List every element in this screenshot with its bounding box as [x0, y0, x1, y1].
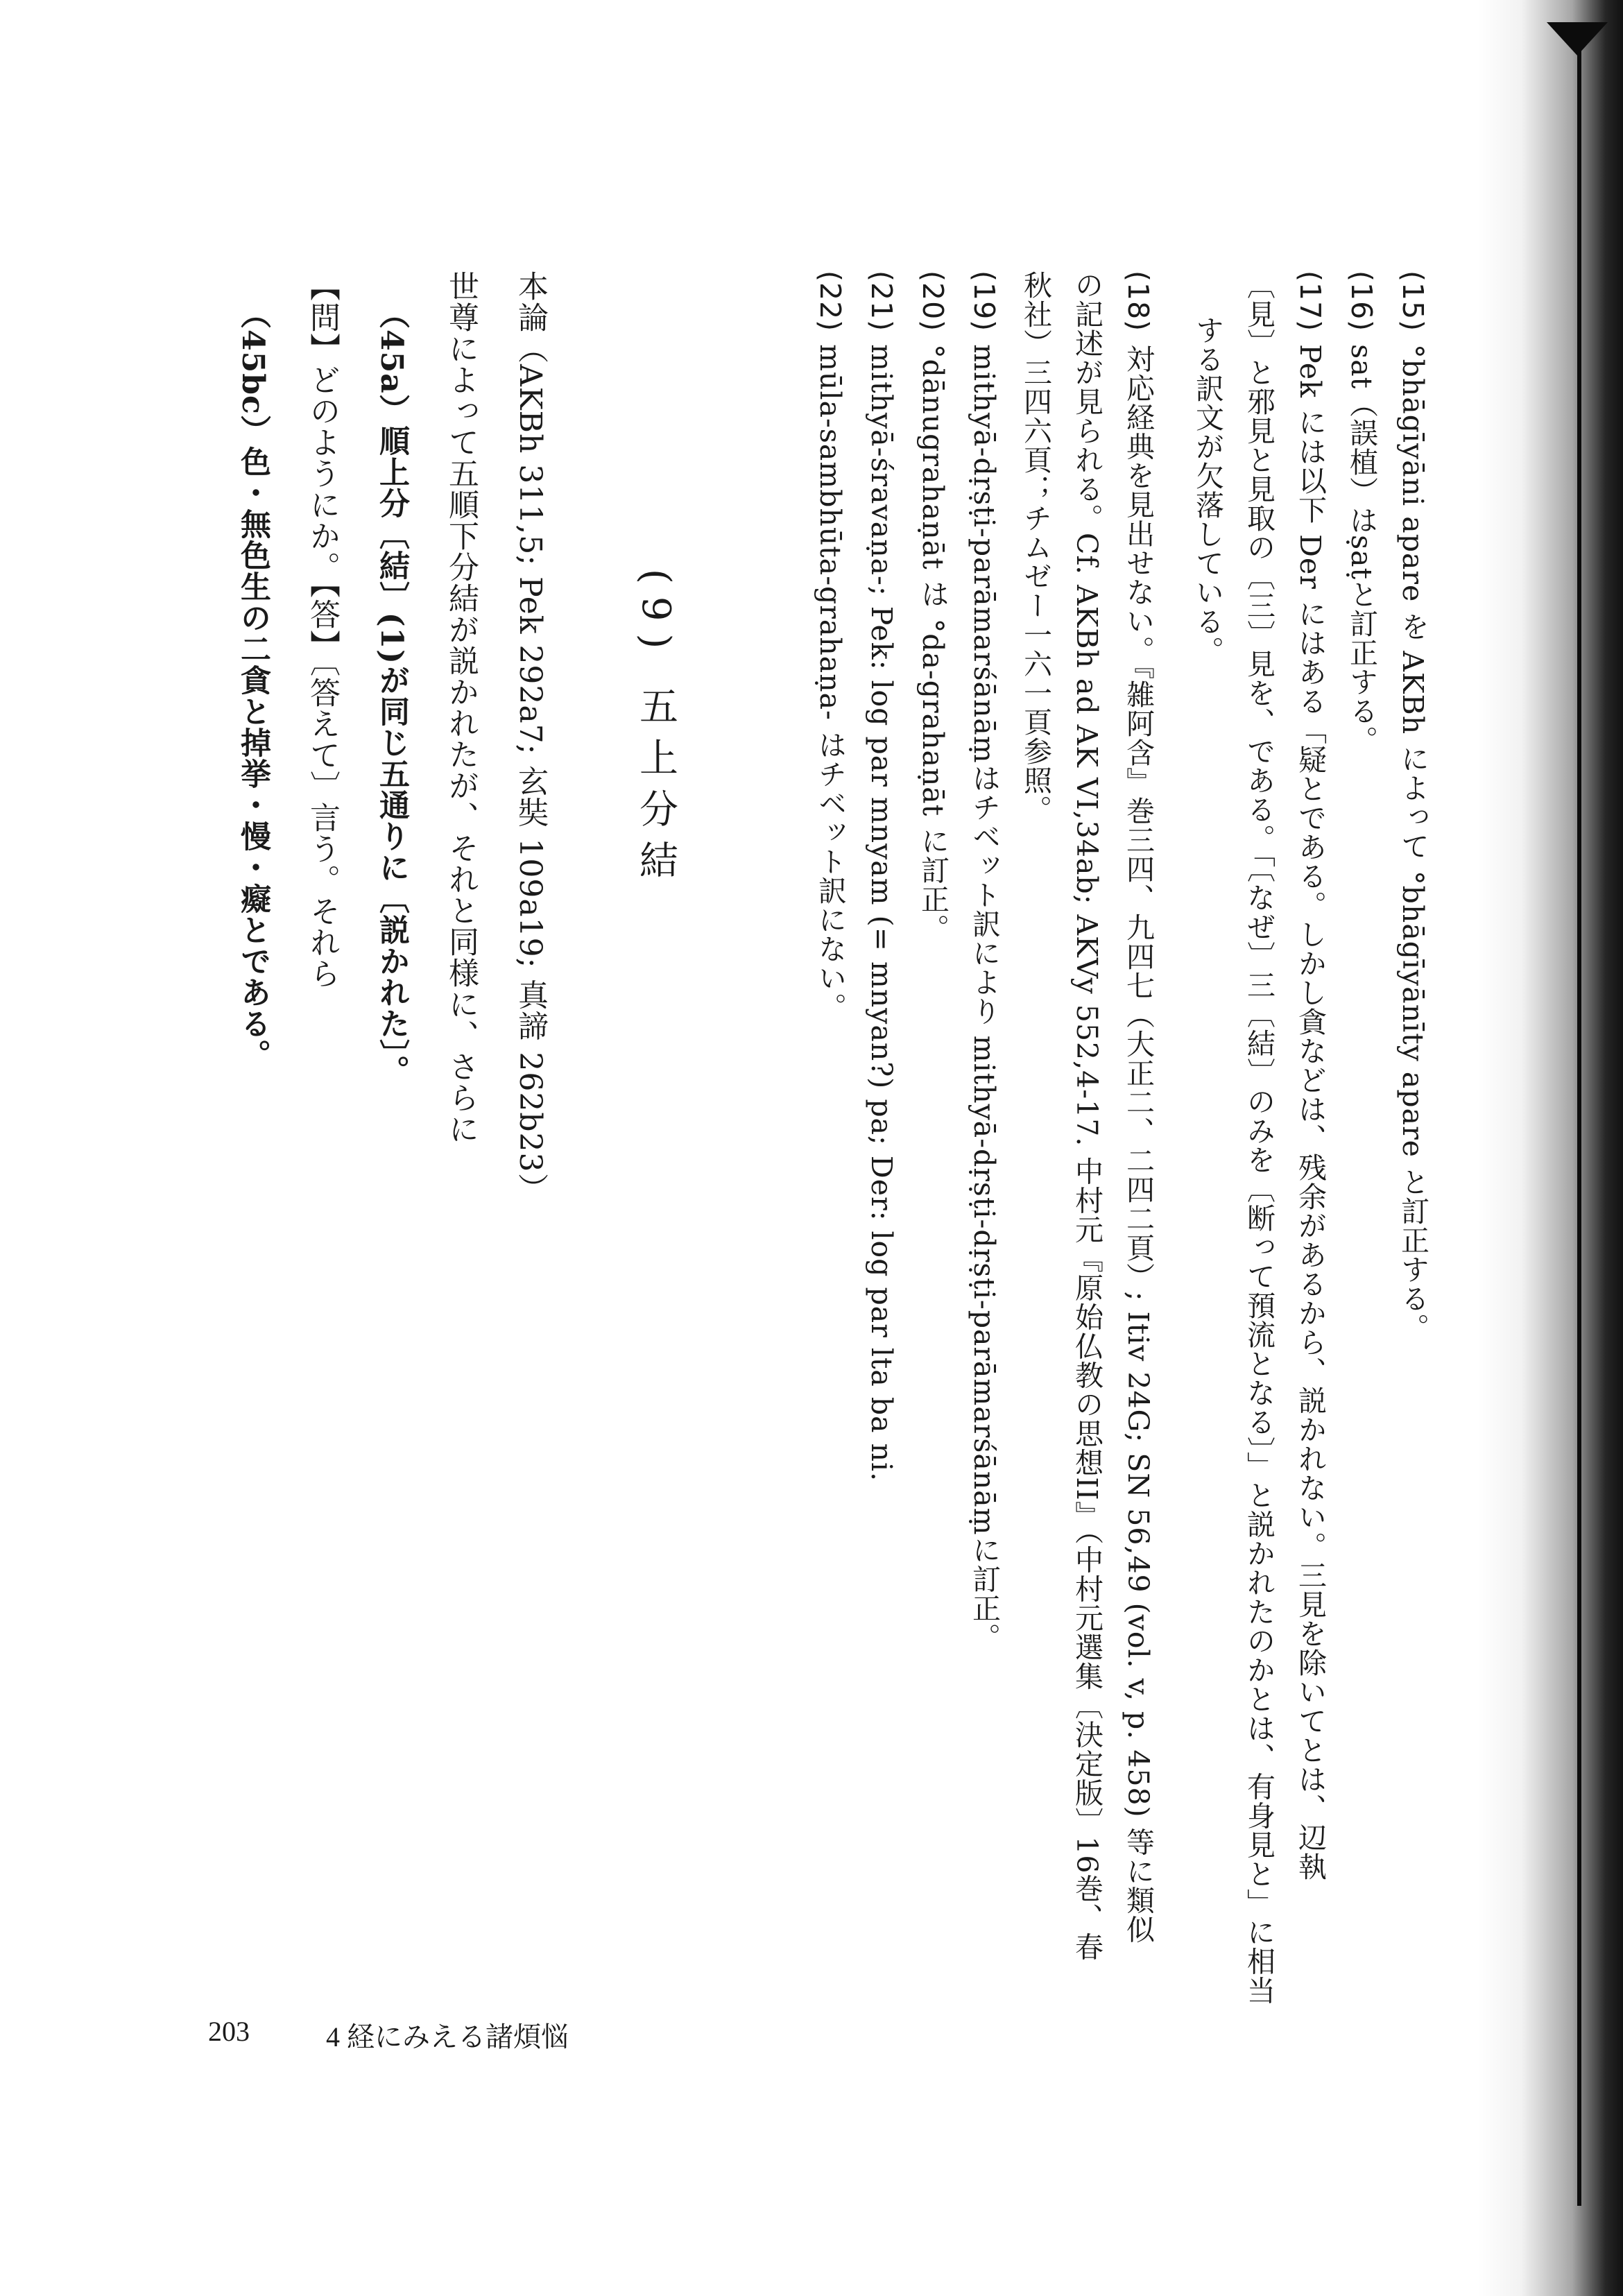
scan-edge-shadow: [1477, 0, 1623, 2296]
footnote-number: (15): [1396, 271, 1429, 332]
section-heading: [628, 569, 683, 891]
footnote-18-line-2: [1070, 271, 1104, 1962]
footnote-21: [865, 271, 898, 1482]
body-intro-line: [443, 271, 479, 1145]
footnote-text: 対応経典を見出せない。『雑阿含』巻三四、九四七（大正二、二四二頁）; Itiv 24G; SN 56,49 (vol. v, p. 458) 等に類似: [1122, 344, 1155, 1944]
footnote-number: (19): [968, 271, 1001, 332]
binding-marker: [1547, 22, 1608, 55]
footnote-17-line-3: [1191, 316, 1224, 665]
verse-45a: [374, 298, 409, 1086]
section-number: (9): [633, 569, 678, 662]
footnote-16: [1345, 271, 1378, 755]
footnote-text: 〔見〕と邪見と見取の〔三〕見を、である。「〔なぜ〕三〔結〕のみを〔断って預流となる〕」と説かれたのかとは、有身見と」に相当: [1242, 271, 1276, 2005]
section-title: 五上分結: [633, 686, 678, 892]
page-number: 203: [208, 2016, 250, 2047]
footnote-number: (20): [916, 271, 950, 332]
footnote-17: [1294, 271, 1327, 1881]
binding-line: [1577, 42, 1581, 2206]
body-text: 【問】どのようにか。【答】〔答えて〕言う。それら: [304, 271, 340, 989]
question-answer-line: [304, 271, 340, 989]
footnote-text: °dānugrahaṇāt は °da-grahaṇāt に訂正。: [916, 344, 950, 943]
footnote-20: [916, 271, 950, 943]
verse-text: （45a）順上分〔結〕(1)が同じ五通りに〔説かれた〕。: [374, 298, 409, 1086]
body-text: 本論（AKBh 311,5; Pek 292a7; 玄奘 109a19; 真諦 262b23）: [513, 271, 548, 1204]
footnote-22: [814, 271, 847, 1022]
footnote-15: [1398, 271, 1427, 1342]
footnote-19: [968, 271, 1001, 1652]
footnote-number: (22): [814, 271, 847, 332]
footnote-number: (16): [1345, 271, 1378, 332]
verse-text: （45bc）色・無色生の二貪と掉挙・慢・癡とである。: [235, 298, 270, 1070]
footnote-number: (18): [1122, 271, 1155, 332]
footnote-17-line-2: [1242, 271, 1276, 2005]
footnote-text: の記述が見られる。Cf. AKBh ad AK VI,34ab; AKVy 552,4-17. 中村元『原始仏教の思想II』（中村元選集〔決定版〕16巻、春: [1070, 271, 1104, 1962]
footnote-text: する訳文が欠落している。: [1191, 316, 1224, 665]
footnote-text: sat（誤植）はṣaṭと訂正する。: [1345, 344, 1378, 755]
running-title: 4 経にみえる諸煩悩: [326, 2021, 569, 2053]
footnote-number: (21): [865, 271, 898, 332]
footnote-text: °bhāgīyāni apare を AKBh によって °bhāgīyānīty apare と訂正する。: [1396, 344, 1429, 1342]
footnote-number: (17): [1294, 271, 1327, 332]
body-text: 世尊によって五順下分結が説かれたが、それと同様に、さらに: [443, 271, 479, 1145]
footnote-text: 秋社）三四六頁；チムゼー一六一頁参照。: [1019, 271, 1052, 824]
footnote-text: Pek には以下 Der にはある「疑とである。しかし貪などは、残余があるから、説かれない。三見を除いてとは、辺執: [1294, 344, 1327, 1881]
footnote-text: mithyā-dṛṣṭi-parāmarśānāṃはチベット訳により mithyā-dṛṣṭi-dṛṣṭi-parāmarśānāṃに訂正。: [968, 344, 1001, 1652]
footnote-18-line-3: [1019, 271, 1052, 824]
verse-45bc: [237, 298, 268, 1070]
body-source-line: [513, 271, 548, 1204]
footnote-text: mithyā-śravaṇa-; Pek: log par mnyam (= mnyan?) pa; Der: log par lta ba ni.: [865, 344, 898, 1482]
footnote-text: mūla-sambhūta-grahaṇa- はチベット訳にない。: [814, 344, 847, 1022]
footnote-18: [1122, 271, 1155, 1944]
